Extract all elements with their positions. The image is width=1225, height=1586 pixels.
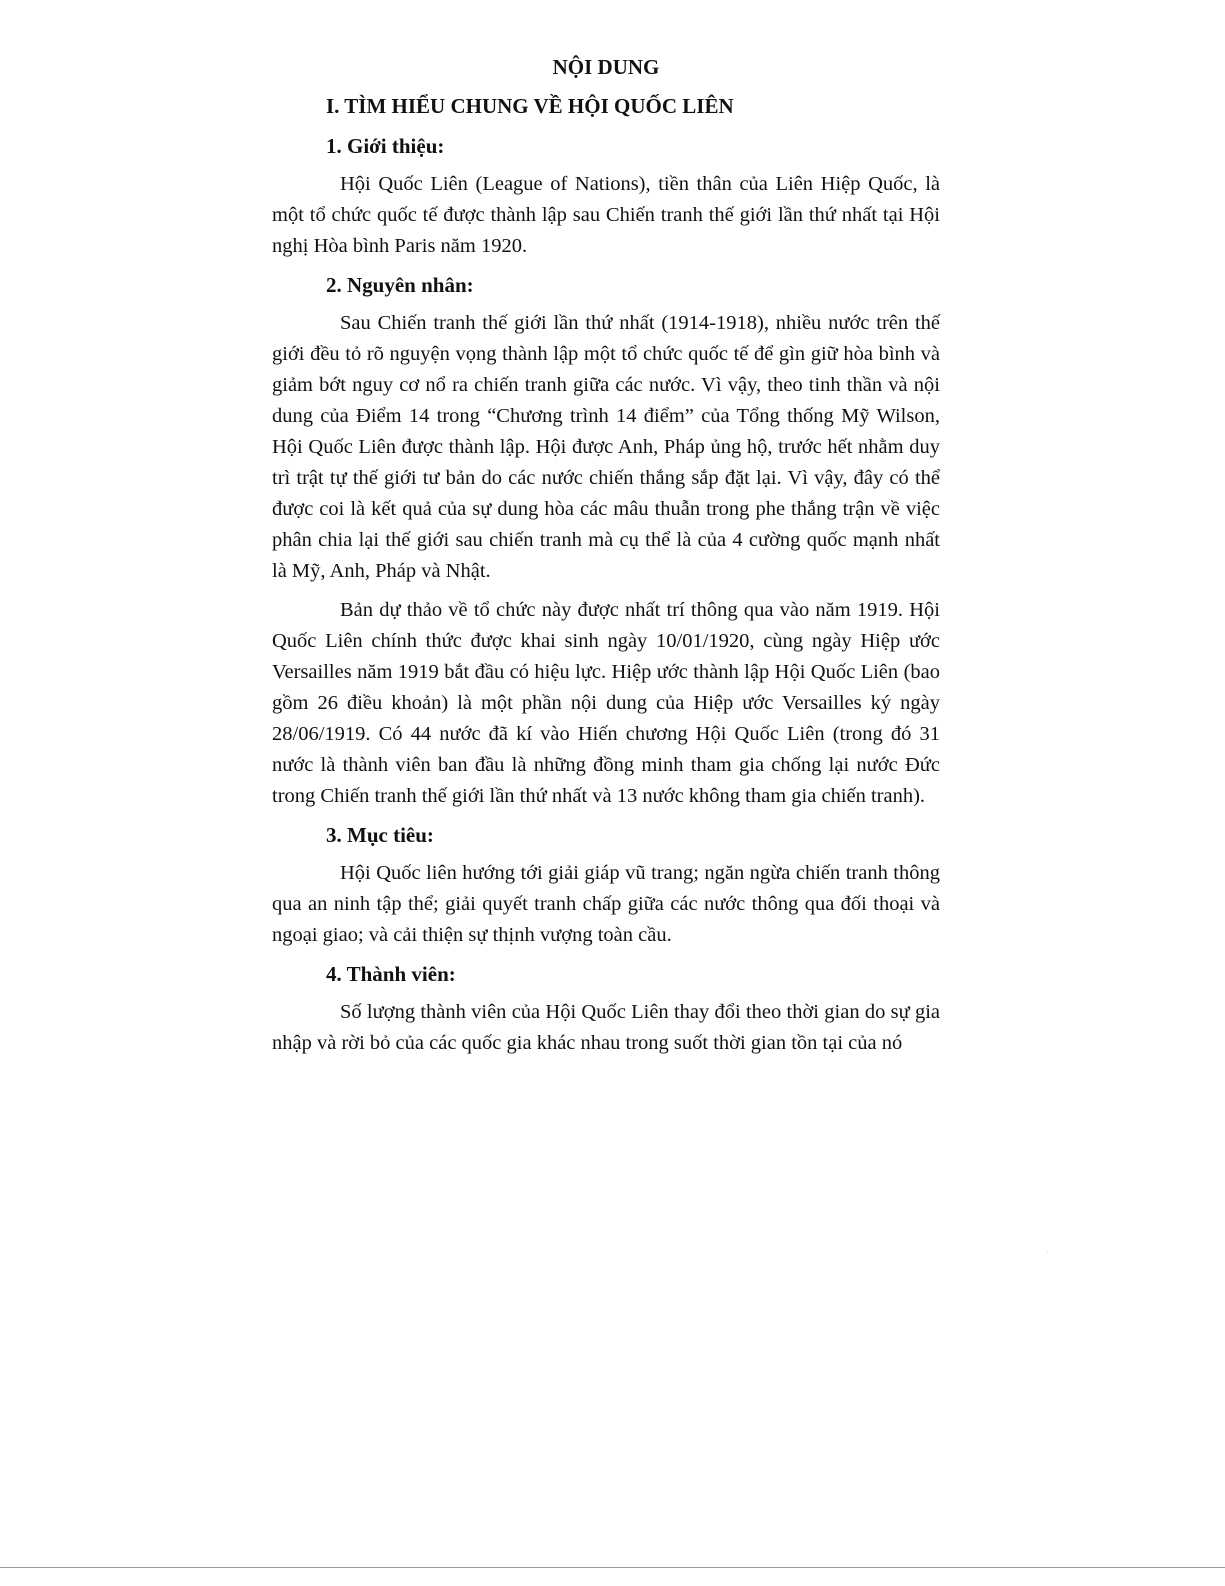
paragraph: Sau Chiến tranh thế giới lần thứ nhất (1914-1918), nhiều nước trên thế giới đều tỏ rõ nguyện vọng thành lập một tổ chức quốc tế để gìn giữ hòa bình và giảm bớt nguy cơ nổ ra chiến tranh giữa các nước. Vì vậy, theo tinh thần và nội dung của Điểm 14 trong “Chương trình 14 điểm” của Tổng thống Mỹ Wilson, Hội Quốc Liên được thành lập. Hội được Anh, Pháp ủng hộ, trước hết nhằm duy trì trật tự thế giới tư bản do các nước chiến thắng sắp đặt lại. Vì vậy, đây có thể được coi là kết quả của sự dung hòa các mâu thuẫn trong phe thắng trận về việc phân chia lại thế giới sau chiến tranh mà cụ thể là của 4 cường quốc mạnh nhất là Mỹ, Anh, Pháp và Nhật. bbox=[272, 312, 940, 582]
subsection-heading: 4. Thành viên: bbox=[326, 962, 456, 986]
subsection-causes bbox=[272, 270, 940, 812]
paragraph: Bản dự thảo về tổ chức này được nhất trí thông qua vào năm 1919. Hội Quốc Liên chính thức được khai sinh ngày 10/01/1920, cùng ngày Hiệp ước Versailles năm 1919 bắt đầu có hiệu lực. Hiệp ước thành lập Hội Quốc Liên (bao gồm 26 điều khoản) là một phần nội dung của Hiệp ước Versailles ký ngày 28/06/1919. Có 44 nước đã kí vào Hiến chương Hội Quốc Liên (trong đó 31 nước là thành viên ban đầu là những đồng minh tham gia chống lại nước Đức trong Chiến tranh thế giới lần thứ nhất và 13 nước không tham gia chiến tranh). bbox=[272, 599, 940, 807]
document-page bbox=[272, 52, 940, 1067]
subsection-introduction bbox=[272, 131, 940, 262]
document-title: NỘI DUNG bbox=[552, 55, 660, 79]
paragraph: Hội Quốc Liên (League of Nations), tiền thân của Liên Hiệp Quốc, là một tổ chức quốc tế được thành lập sau Chiến tranh thế giới lần thứ nhất tại Hội nghị Hòa bình Paris năm 1920. bbox=[272, 173, 940, 257]
section-heading: I. TÌM HIỂU CHUNG VỀ HỘI QUỐC LIÊN bbox=[326, 94, 734, 118]
scan-speck bbox=[1047, 1251, 1048, 1252]
page-bottom-edge bbox=[0, 1567, 1225, 1586]
subsection-heading: 1. Giới thiệu: bbox=[326, 134, 445, 158]
subsection-heading: 2. Nguyên nhân: bbox=[326, 273, 474, 297]
subsection-objectives bbox=[272, 820, 940, 951]
paragraph: Số lượng thành viên của Hội Quốc Liên thay đổi theo thời gian do sự gia nhập và rời bỏ của các quốc gia khác nhau trong suốt thời gian tồn tại của nó bbox=[272, 1001, 940, 1054]
paragraph: Hội Quốc liên hướng tới giải giáp vũ trang; ngăn ngừa chiến tranh thông qua an ninh tập thể; giải quyết tranh chấp giữa các nước thông qua đối thoại và ngoại giao; và cải thiện sự thịnh vượng toàn cầu. bbox=[272, 862, 940, 946]
subsection-members bbox=[272, 959, 940, 1059]
subsection-heading: 3. Mục tiêu: bbox=[326, 823, 434, 847]
